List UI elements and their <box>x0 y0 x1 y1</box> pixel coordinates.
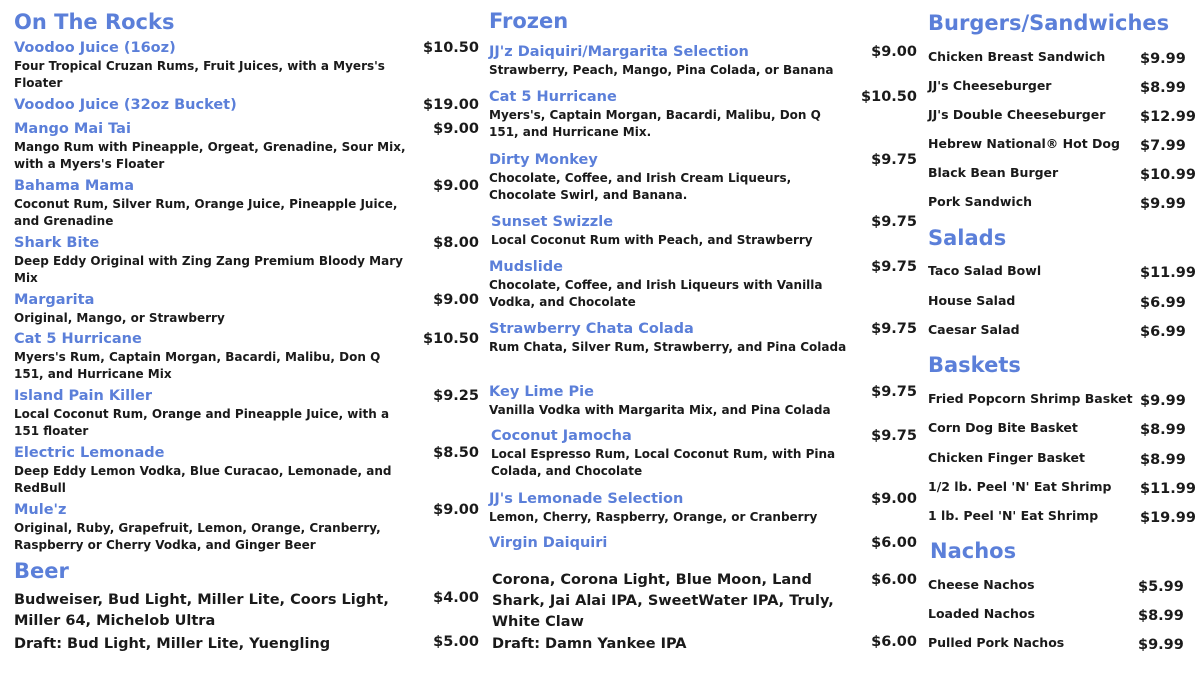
food-item-name: Fried Popcorn Shrimp Basket <box>928 391 1133 406</box>
food-item-price: $11.99 <box>1140 265 1196 281</box>
item-description: Rum Chata, Silver Rum, Strawberry, and Pina Colada <box>489 340 847 354</box>
section-title-on-the-rocks: On The Rocks <box>14 10 175 34</box>
item-name: Cat 5 Hurricane <box>489 89 617 105</box>
item-price: $9.75 <box>871 259 917 275</box>
beer-bottles-list-2: Corona, Corona Light, Blue Moon, Land Shark, Jai Alai IPA, SweetWater IPA, Truly, White Claw <box>492 572 834 630</box>
beer-bottles-price: $4.00 <box>433 590 479 606</box>
item-name: Shark Bite <box>14 235 100 251</box>
item-price: $9.75 <box>871 214 917 230</box>
item-price: $9.00 <box>433 178 479 194</box>
item-description: Strawberry, Peach, Mango, Pina Colada, or Banana <box>489 63 834 77</box>
item-price: $8.50 <box>433 445 479 461</box>
beer-draft-price-2: $6.00 <box>871 634 917 650</box>
food-item-name: Corn Dog Bite Basket <box>928 420 1078 435</box>
item-name: Key Lime Pie <box>489 384 594 400</box>
beer-draft-list: Draft: Bud Light, Miller Lite, Yuengling <box>14 636 331 652</box>
item-description: Local Coconut Rum with Peach, and Strawberry <box>491 233 813 247</box>
item-name: Mango Mai Tai <box>14 121 131 137</box>
item-name: Electric Lemonade <box>14 445 165 461</box>
item-name: Virgin Daiquiri <box>489 535 608 551</box>
item-name: JJ's Lemonade Selection <box>489 491 684 507</box>
item-description: Chocolate, Coffee, and Irish Liqueurs with Vanilla Vodka, and Chocolate <box>489 278 823 309</box>
food-item-price: $8.99 <box>1140 422 1186 438</box>
item-price: $9.75 <box>871 384 917 400</box>
food-item-name: Chicken Breast Sandwich <box>928 49 1106 64</box>
item-description: Four Tropical Cruzan Rums, Fruit Juices, with a Myers's Floater <box>14 59 385 90</box>
item-description: Chocolate, Coffee, and Irish Cream Liqueurs, Chocolate Swirl, and Banana. <box>489 171 792 202</box>
item-name: Voodoo Juice (16oz) <box>14 40 176 56</box>
item-price: $9.00 <box>433 292 479 308</box>
item-name: Dirty Monkey <box>489 152 598 168</box>
item-price: $10.50 <box>423 331 479 347</box>
item-name: JJ'z Daiquiri/Margarita Selection <box>489 44 749 60</box>
food-item-name: House Salad <box>928 293 1016 308</box>
item-price: $8.00 <box>433 235 479 251</box>
food-item-name: Black Bean Burger <box>928 165 1059 180</box>
food-item-name: Hebrew National® Hot Dog <box>928 136 1120 151</box>
item-description: Myers's, Captain Morgan, Bacardi, Malibu, Don Q 151, and Hurricane Mix. <box>489 108 821 139</box>
item-price: $9.00 <box>433 121 479 137</box>
item-name: Coconut Jamocha <box>491 428 632 444</box>
beer-draft-price: $5.00 <box>433 634 479 650</box>
food-item-name: Loaded Nachos <box>928 606 1035 621</box>
item-price: $10.50 <box>423 40 479 56</box>
item-name: Strawberry Chata Colada <box>489 321 694 337</box>
item-description: Lemon, Cherry, Raspberry, Orange, or Cranberry <box>489 510 818 524</box>
section-title-salads: Salads <box>928 226 1007 250</box>
food-item-name: Chicken Finger Basket <box>928 450 1085 465</box>
section-title-nachos: Nachos <box>930 539 1017 563</box>
item-description: Original, Mango, or Strawberry <box>14 311 225 325</box>
section-title-baskets: Baskets <box>928 353 1021 377</box>
food-item-price: $11.99 <box>1140 481 1196 497</box>
item-description: Deep Eddy Original with Zing Zang Premium Bloody Mary Mix <box>14 254 403 285</box>
item-price: $9.00 <box>433 502 479 518</box>
item-description: Local Espresso Rum, Local Coconut Rum, with Pina Colada, and Chocolate <box>491 447 836 478</box>
food-item-name: Pork Sandwich <box>928 194 1033 209</box>
section-title-burgers-sandwiches: Burgers/Sandwiches <box>928 11 1170 35</box>
item-description: Myers's Rum, Captain Morgan, Bacardi, Malibu, Don Q 151, and Hurricane Mix <box>14 350 381 381</box>
food-item-price: $12.99 <box>1140 109 1196 125</box>
food-item-name: Caesar Salad <box>928 322 1020 337</box>
item-description: Mango Rum with Pineapple, Orgeat, Grenadine, Sour Mix, with a Myers's Floater <box>14 140 406 171</box>
item-name: Mudslide <box>489 259 563 275</box>
food-item-price: $10.99 <box>1140 167 1196 183</box>
food-item-name: JJ's Double Cheeseburger <box>928 107 1106 122</box>
item-description: Deep Eddy Lemon Vodka, Blue Curacao, Lemonade, and RedBull <box>14 464 392 495</box>
food-item-price: $9.99 <box>1140 393 1186 409</box>
item-price: $9.75 <box>871 321 917 337</box>
item-price: $9.00 <box>871 491 917 507</box>
food-item-price: $9.99 <box>1140 51 1186 67</box>
food-item-name: 1 lb. Peel 'N' Eat Shrimp <box>928 508 1099 523</box>
item-price: $10.50 <box>861 89 917 105</box>
beer-draft-list-2: Draft: Damn Yankee IPA <box>492 636 687 652</box>
item-name: Voodoo Juice (32oz Bucket) <box>14 97 237 113</box>
food-item-name: Pulled Pork Nachos <box>928 635 1065 650</box>
food-item-price: $8.99 <box>1140 80 1186 96</box>
item-name: Cat 5 Hurricane <box>14 331 142 347</box>
food-item-name: Taco Salad Bowl <box>928 263 1042 278</box>
food-item-price: $6.99 <box>1140 295 1186 311</box>
item-description: Coconut Rum, Silver Rum, Orange Juice, Pineapple Juice, and Grenadine <box>14 197 398 228</box>
beer-bottles-price-2: $6.00 <box>871 572 917 588</box>
item-name: Bahama Mama <box>14 178 134 194</box>
beer-bottles-list: Budweiser, Bud Light, Miller Lite, Coors Light, Miller 64, Michelob Ultra <box>14 592 389 629</box>
item-description: Local Coconut Rum, Orange and Pineapple Juice, with a 151 floater <box>14 407 390 438</box>
food-item-price: $8.99 <box>1140 452 1186 468</box>
item-price: $6.00 <box>871 535 917 551</box>
item-price: $9.00 <box>871 44 917 60</box>
item-name: Margarita <box>14 292 95 308</box>
food-item-name: Cheese Nachos <box>928 577 1035 592</box>
food-item-price: $8.99 <box>1138 608 1184 624</box>
item-description: Original, Ruby, Grapefruit, Lemon, Orange, Cranberry, Raspberry or Cherry Vodka, and Ginger Beer <box>14 521 381 552</box>
item-price: $19.00 <box>423 97 479 113</box>
item-price: $9.25 <box>433 388 479 404</box>
section-title-frozen: Frozen <box>489 9 569 33</box>
food-item-name: JJ's Cheeseburger <box>928 78 1052 93</box>
food-item-price: $6.99 <box>1140 324 1186 340</box>
food-item-name: 1/2 lb. Peel 'N' Eat Shrimp <box>928 479 1112 494</box>
food-item-price: $7.99 <box>1140 138 1186 154</box>
item-description: Vanilla Vodka with Margarita Mix, and Pina Colada <box>489 403 831 417</box>
item-price: $9.75 <box>871 428 917 444</box>
item-price: $9.75 <box>871 152 917 168</box>
section-title-beer: Beer <box>14 559 69 583</box>
item-name: Island Pain Killer <box>14 388 153 404</box>
food-item-price: $9.99 <box>1138 637 1184 653</box>
food-item-price: $9.99 <box>1140 196 1186 212</box>
item-name: Mule'z <box>14 502 67 518</box>
item-name: Sunset Swizzle <box>491 214 614 230</box>
food-item-price: $19.99 <box>1140 510 1196 526</box>
food-item-price: $5.99 <box>1138 579 1184 595</box>
